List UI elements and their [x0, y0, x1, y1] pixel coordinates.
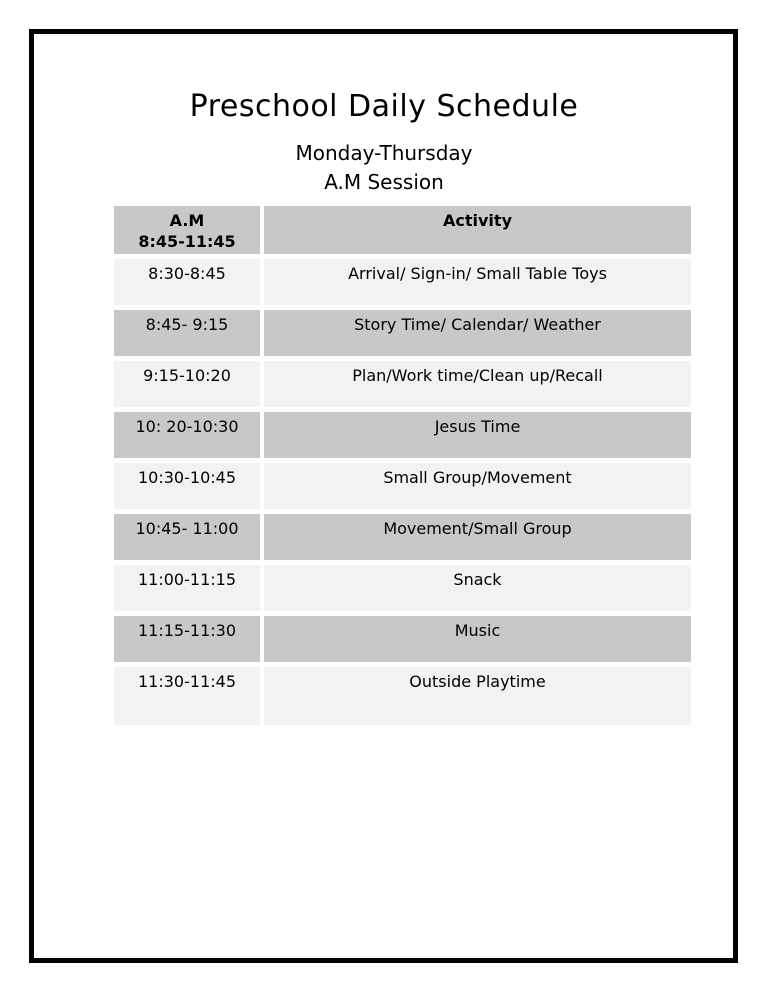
activity-cell: Story Time/ Calendar/ Weather [264, 310, 691, 356]
time-cell: 10:45- 11:00 [114, 514, 260, 560]
table-row [114, 259, 691, 305]
page-title: Preschool Daily Schedule [189, 89, 579, 124]
activity-column-header: Activity [264, 206, 691, 254]
activity-cell: Small Group/Movement [264, 463, 691, 509]
table-row [114, 514, 691, 560]
table-row [114, 361, 691, 407]
time-column-header-line1: A.M [169, 211, 205, 230]
activity-cell: Outside Playtime [264, 667, 691, 725]
time-cell: 9:15-10:20 [114, 361, 260, 407]
subtitle-session: A.M Session [324, 170, 444, 194]
activity-cell: Movement/Small Group [264, 514, 691, 560]
subtitle-day-range: Monday-Thursday [295, 141, 473, 165]
time-cell: 10:30-10:45 [114, 463, 260, 509]
time-cell: 11:30-11:45 [114, 667, 260, 725]
activity-cell: Jesus Time [264, 412, 691, 458]
table-row [114, 412, 691, 458]
time-cell: 11:15-11:30 [114, 616, 260, 662]
table-header-row [114, 206, 691, 254]
time-cell: 8:30-8:45 [114, 259, 260, 305]
table-row [114, 310, 691, 356]
activity-cell: Music [264, 616, 691, 662]
table-row [114, 667, 691, 725]
table-row [114, 463, 691, 509]
table-row [114, 565, 691, 611]
time-cell: 11:00-11:15 [114, 565, 260, 611]
time-cell: 10: 20-10:30 [114, 412, 260, 458]
table-row [114, 616, 691, 662]
time-column-header-line2: 8:45-11:45 [138, 232, 236, 251]
activity-cell: Arrival/ Sign-in/ Small Table Toys [264, 259, 691, 305]
activity-cell: Snack [264, 565, 691, 611]
time-column-header [114, 206, 260, 254]
activity-cell: Plan/Work time/Clean up/Recall [264, 361, 691, 407]
schedule-table [110, 201, 695, 730]
time-cell: 8:45- 9:15 [114, 310, 260, 356]
